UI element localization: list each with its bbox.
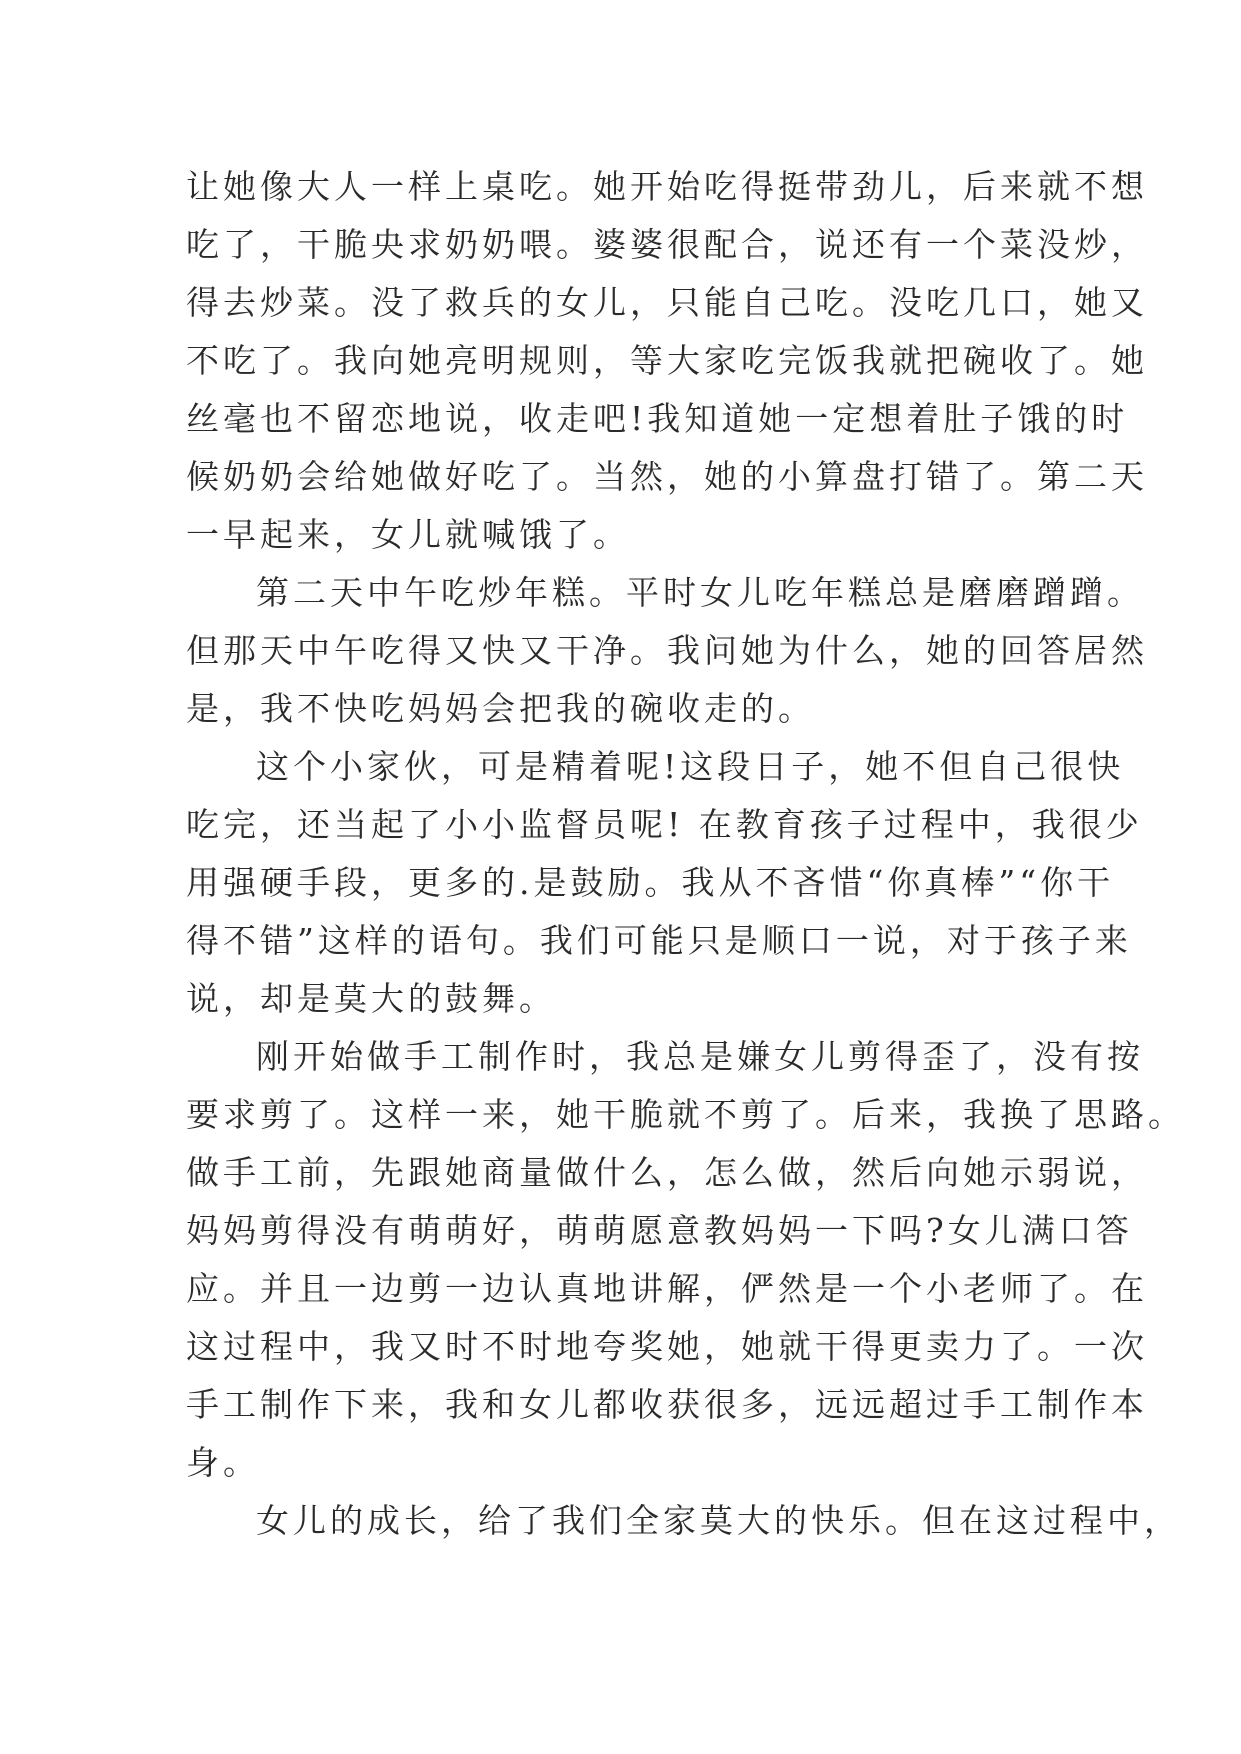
text-line: 用强硬手段，更多的.是鼓励。我从不吝惜“你真棒”“你干	[186, 863, 1115, 902]
text-line: 应。并且一边剪一边认真地讲解，俨然是一个小老师了。在	[186, 1269, 1148, 1308]
body-text	[186, 158, 1185, 1550]
text-line: 得不错”这样的语句。我们可能只是顺口一说，对于孩子来	[186, 921, 1132, 960]
text-line: 吃完，还当起了小小监督员呢! 在教育孩子过程中，我很少	[186, 805, 1143, 844]
paragraph-start-line: 这个小家伙，可是精着呢!这段日子，她不但自己很快	[256, 747, 1125, 786]
paragraph-start-line: 刚开始做手工制作时，我总是嫌女儿剪得歪了，没有按	[256, 1037, 1144, 1076]
text-line: 手工制作下来，我和女儿都收获很多，远远超过手工制作本	[186, 1385, 1148, 1424]
paragraph-start-line: 第二天中午吃炒年糕。平时女儿吃年糕总是磨磨蹭蹭。	[256, 573, 1144, 612]
text-line: 丝毫也不留恋地说，收走吧!我知道她一定想着肚子饿的时	[186, 399, 1129, 438]
text-line: 是，我不快吃妈妈会把我的碗收走的。	[186, 689, 815, 728]
text-line: 身。	[186, 1443, 260, 1482]
paragraph-start-line: 女儿的成长，给了我们全家莫大的快乐。但在这过程中，	[256, 1501, 1181, 1540]
text-line: 做手工前，先跟她商量做什么，怎么做，然后向她示弱说，	[186, 1153, 1148, 1192]
text-line: 妈妈剪得没有萌萌好，萌萌愿意教妈妈一下吗?女儿满口答	[186, 1211, 1133, 1250]
text-line: 候奶奶会给她做好吃了。当然，她的小算盘打错了。第二天	[186, 457, 1148, 496]
text-line: 说，却是莫大的鼓舞。	[186, 979, 556, 1018]
text-line: 让她像大人一样上桌吃。她开始吃得挺带劲儿，后来就不想	[186, 167, 1148, 206]
text-line: 不吃了。我向她亮明规则，等大家吃完饭我就把碗收了。她	[186, 341, 1148, 380]
text-line: 一早起来，女儿就喊饿了。	[186, 515, 630, 554]
text-line: 得去炒菜。没了救兵的女儿，只能自己吃。没吃几口，她又	[186, 283, 1148, 322]
text-line: 这过程中，我又时不时地夸奖她，她就干得更卖力了。一次	[186, 1327, 1148, 1366]
text-line: 吃了，干脆央求奶奶喂。婆婆很配合，说还有一个菜没炒，	[186, 225, 1148, 264]
text-line: 要求剪了。这样一来，她干脆就不剪了。后来，我换了思路。	[186, 1095, 1185, 1134]
text-line: 但那天中午吃得又快又干净。我问她为什么，她的回答居然	[186, 631, 1148, 670]
